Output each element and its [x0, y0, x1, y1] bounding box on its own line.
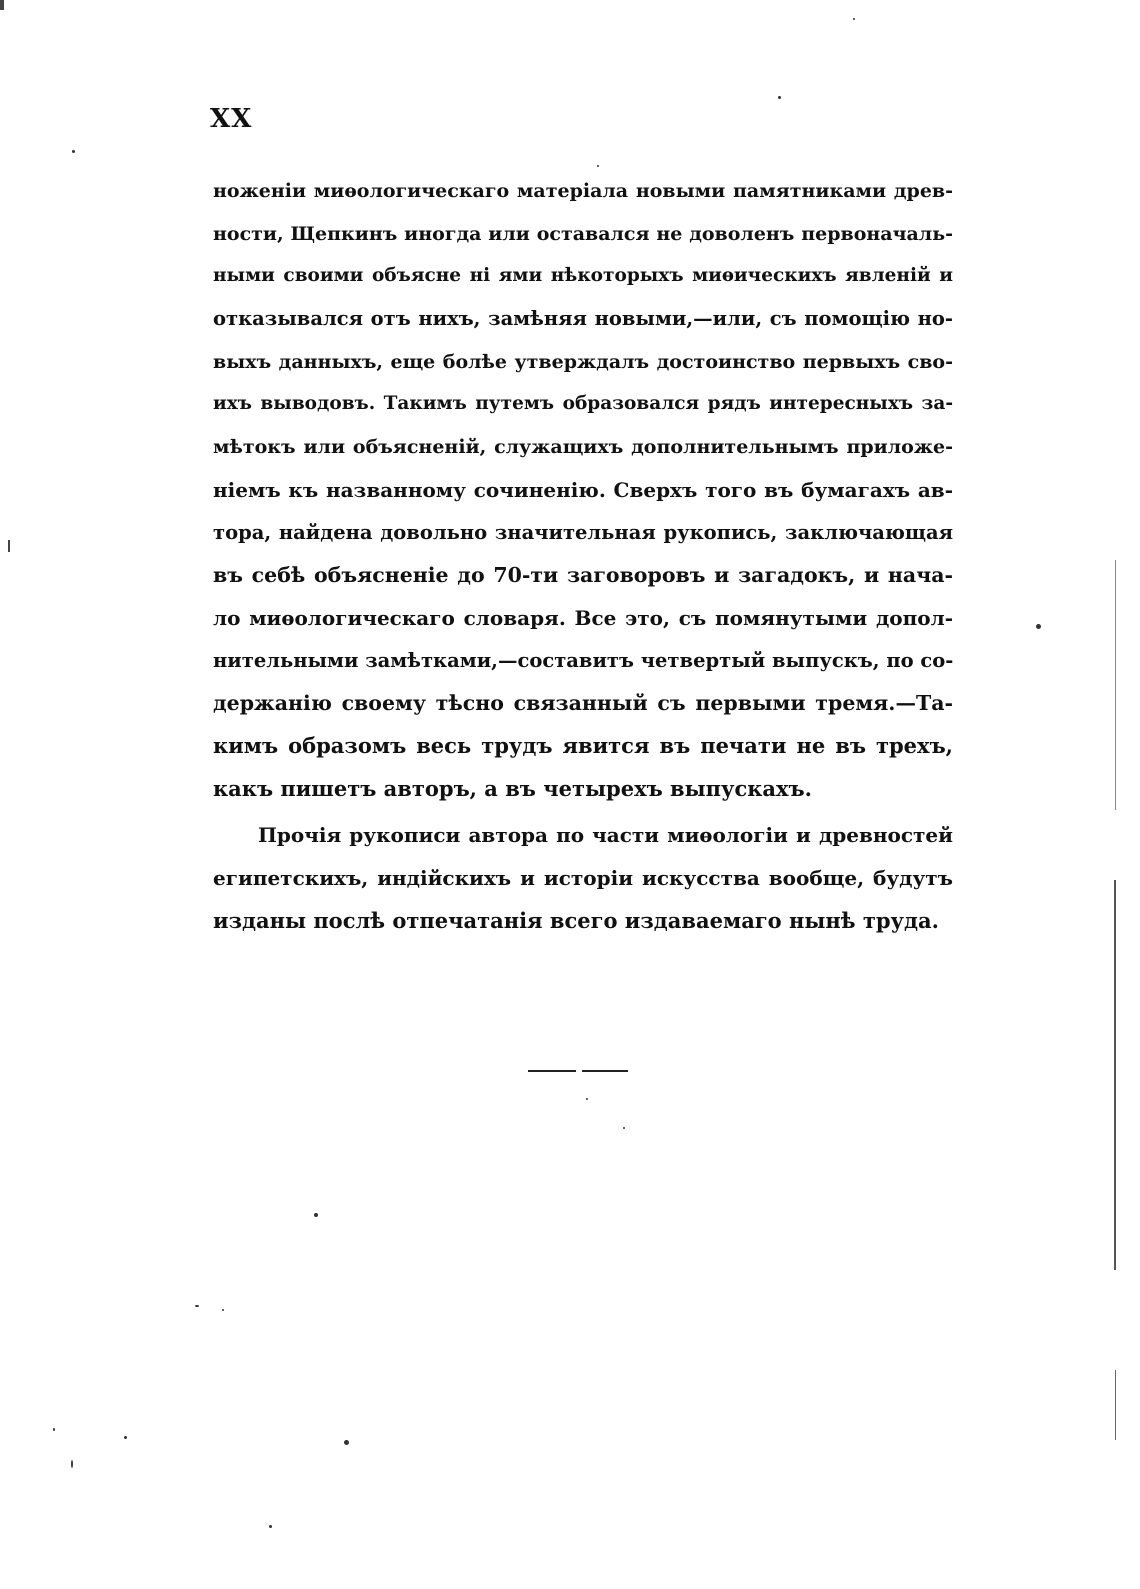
scan-edge-line	[1115, 560, 1116, 810]
text-line: кимъ образомъ весь трудъ явится въ печати не въ трехъ,	[213, 732, 953, 758]
scan-speck	[72, 150, 75, 153]
text-line: нительными замѣтками,—составитъ четвертый выпускъ, по со-	[213, 648, 954, 672]
text-line: ными своими объясне ні ями нѣкоторыхъ миѳическихъ явленій и	[213, 265, 953, 287]
paragraph-2	[213, 814, 953, 942]
text-line: ноженіи миѳологическаго матеріала новыми памятниками древ-	[213, 180, 953, 202]
scan-speck	[269, 1525, 272, 1528]
scan-speck	[124, 1436, 127, 1439]
scan-edge-line	[8, 540, 10, 552]
text-line: Прочія рукописи автора по части миѳологіи и древностей	[258, 823, 953, 848]
text-line: ніемъ къ названному сочиненію. Сверхъ того въ бумагахъ ав-	[213, 477, 953, 502]
text-line: какъ пишетъ авторъ, а въ четырехъ выпускахъ.	[213, 775, 812, 801]
scan-speck	[71, 1460, 73, 1468]
scan-speck	[586, 1098, 588, 1100]
scan-speck	[853, 18, 855, 20]
scan-speck	[195, 1305, 199, 1307]
scan-speck	[1036, 624, 1041, 629]
rule-segment	[582, 1070, 628, 1072]
rule-segment	[528, 1070, 576, 1072]
scan-edge-line	[1115, 1370, 1116, 1440]
scan-speck	[314, 1213, 318, 1217]
scan-speck	[597, 165, 599, 167]
scan-speck	[222, 1309, 224, 1311]
scan-edge-line	[1114, 880, 1116, 1270]
scan-speck	[623, 1127, 625, 1129]
text-line: тора, найдена довольно значительная рукопись, заключающая	[213, 520, 953, 544]
scan-speck	[778, 96, 781, 99]
page-number: XX	[210, 104, 253, 134]
text-line: отказывался отъ нихъ, замѣняя новыми,—или, съ помощію но-	[213, 307, 953, 331]
text-line: египетскихъ, индійскихъ и исторіи искусства вообще, будутъ	[213, 866, 953, 890]
text-line: изданы послѣ отпечатанія всего издаваемаго нынѣ труда.	[213, 907, 939, 933]
text-line: въ себѣ объясненіе до 70-ти заговоровъ и загадокъ, и нача-	[213, 563, 953, 588]
paragraph-1	[213, 170, 953, 810]
scan-speck	[53, 1428, 55, 1431]
text-line: ло миѳологическаго словаря. Все это, съ помянутыми допол-	[213, 605, 953, 630]
text-line: ности, Щепкинъ иногда или оставался не доволенъ первоначаль-	[213, 222, 953, 245]
text-line: ихъ выводовъ. Такимъ путемъ образовался рядъ интересныхъ за-	[213, 393, 953, 415]
scan-edge-line	[0, 0, 4, 10]
text-line: держанію своему тѣсно связанный съ первыми тремя.—Та-	[213, 691, 953, 716]
body-text	[213, 170, 953, 942]
end-ornament-rule	[528, 1070, 638, 1073]
text-line: мѣтокъ или объясненій, служащихъ дополнительнымъ приложе-	[213, 436, 953, 459]
scan-speck	[344, 1440, 349, 1445]
text-line: выхъ данныхъ, еще болѣе утверждалъ достоинство первыхъ сво-	[213, 350, 953, 373]
